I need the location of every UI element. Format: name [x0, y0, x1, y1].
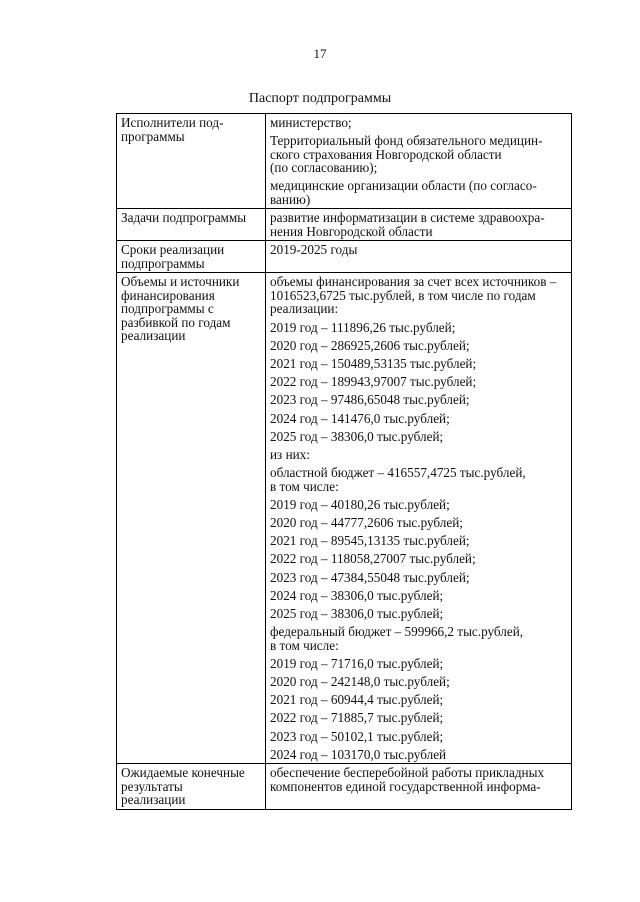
value-paragraph: 2025 год – 38306,0 тыс.рублей;: [270, 428, 444, 444]
document-title: Паспорт подпрограммы: [248, 91, 392, 106]
value-paragraph: 2019 год – 111896,26 тыс.рублей;: [270, 319, 456, 335]
value-paragraph: из них:: [270, 446, 310, 462]
value-paragraph: 2024 год – 38306,0 тыс.рублей;: [270, 587, 444, 603]
value-paragraph: медицинские организации области (по согласо- ванию): [270, 178, 537, 207]
value-paragraph: Территориальный фонд обязательного медицин- ского страхования Новгородской области (по согласованию);: [270, 133, 543, 176]
value-paragraph: областной бюджет – 416557,4725 тыс.рублей, в том числе:: [270, 465, 526, 494]
row-label: Объемы и источники финансирования подпрограммы с разбивкой по годам реализации: [117, 273, 266, 764]
value-paragraph: 2022 год – 71885,7 тыс.рублей;: [270, 710, 444, 726]
row-label: Ожидаемые конечные результаты реализации: [117, 764, 266, 810]
page-number: 17: [313, 46, 327, 61]
row-label: Задачи подпрограммы: [117, 209, 266, 241]
value-paragraph: 2021 год – 150489,53135 тыс.рублей;: [270, 355, 477, 371]
row-value: [266, 241, 572, 273]
value-paragraph: объемы финансирования за счет всех источников – 1016523,6725 тыс.рублей, в том числе по годам реализации:: [270, 274, 557, 317]
passport-table-body: [117, 114, 572, 810]
table-row: [117, 273, 572, 764]
value-paragraph: 2021 год – 60944,4 тыс.рублей;: [270, 692, 444, 708]
table-row: [117, 241, 572, 273]
value-paragraph: 2020 год – 44777,2606 тыс.рублей;: [270, 514, 463, 530]
value-paragraph: 2024 год – 103170,0 тыс.рублей: [270, 746, 447, 762]
value-paragraph: 2020 год – 286925,2606 тыс.рублей;: [270, 337, 470, 353]
value-paragraph: 2023 год – 97486,65048 тыс.рублей;: [270, 392, 470, 408]
value-paragraph: развитие информатизации в системе здравоохра- нения Новгородской области: [270, 210, 545, 239]
value-paragraph: федеральный бюджет – 599966,2 тыс.рублей, в том числе:: [270, 624, 524, 653]
row-value: [266, 764, 572, 810]
value-paragraph: 2020 год – 242148,0 тыс.рублей;: [270, 673, 450, 689]
value-paragraph: 2023 год – 47384,55048 тыс.рублей;: [270, 569, 470, 585]
value-paragraph: 2019 год – 71716,0 тыс.рублей;: [270, 655, 444, 671]
value-paragraph: министерство;: [270, 115, 352, 130]
value-paragraph: 2022 год – 189943,97007 тыс.рублей;: [270, 374, 477, 390]
value-paragraph: 2021 год – 89545,13135 тыс.рублей;: [270, 533, 470, 549]
row-label: Исполнители под- программы: [117, 114, 266, 209]
value-paragraph: обеспечение бесперебойной работы прикладных компонентов единой государственной информа-: [270, 765, 545, 794]
table-row: [117, 764, 572, 810]
table-row: [117, 114, 572, 209]
value-paragraph: 2023 год – 50102,1 тыс.рублей;: [270, 728, 444, 744]
value-paragraph: 2022 год – 118058,27007 тыс.рублей;: [270, 551, 476, 567]
passport-table: [116, 113, 572, 810]
row-value: [266, 273, 572, 764]
row-label: Сроки реализации подпрограммы: [117, 241, 266, 273]
row-value: [266, 114, 572, 209]
table-row: [117, 209, 572, 241]
value-paragraph: 2025 год – 38306,0 тыс.рублей;: [270, 605, 444, 621]
value-paragraph: 2024 год – 141476,0 тыс.рублей;: [270, 410, 450, 426]
row-value: [266, 209, 572, 241]
value-paragraph: 2019 год – 40180,26 тыс.рублей;: [270, 496, 450, 512]
value-paragraph: 2019-2025 годы: [270, 242, 358, 258]
